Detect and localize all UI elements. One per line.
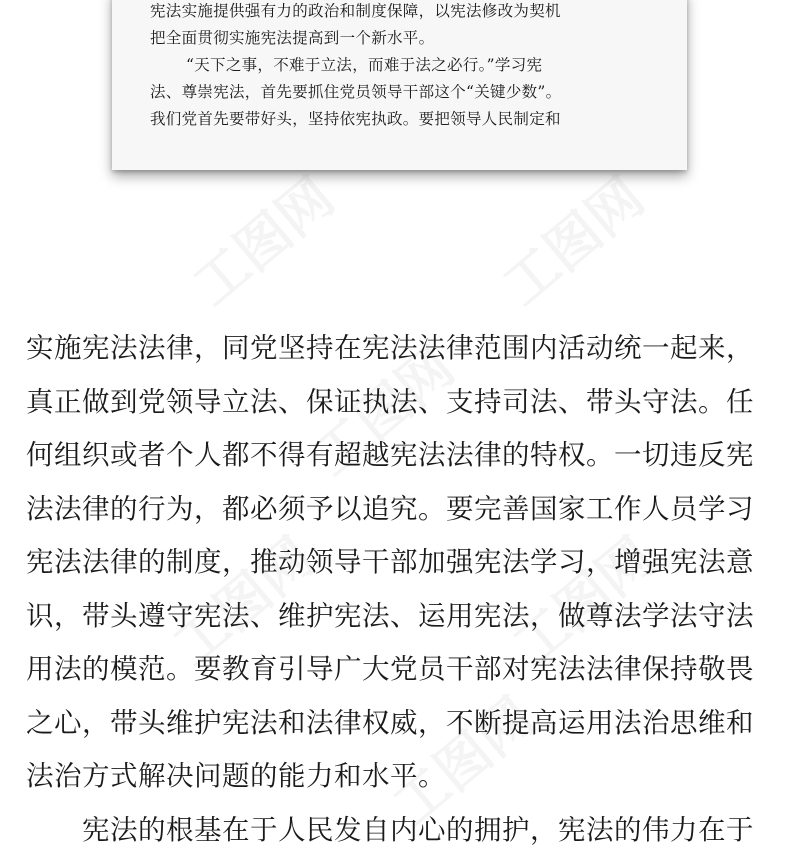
body-line: 真正做到党领导立法、保证执法、支持司法、带头守法。任 — [26, 376, 786, 430]
body-line: 法法律的行为，都必须予以追究。要完善国家工作人员学习 — [26, 483, 786, 537]
body-line: 实施宪法法律，同党坚持在宪法法律范围内活动统一起来， — [26, 322, 786, 376]
card-line: 法、尊崇宪法，首先要抓住党员领导干部这个“关键少数”。 — [130, 79, 687, 106]
card-line: “天下之事，不难于立法，而难于法之必行。”学习宪 — [130, 52, 687, 79]
body-line: 宪法法律的制度，推动领导干部加强宪法学习，增强宪法意 — [26, 536, 786, 590]
body-line: 法治方式解决问题的能力和水平。 — [26, 750, 786, 804]
article-body — [26, 322, 786, 857]
card-line: 把全面贯彻实施宪法提高到一个新水平。 — [130, 25, 687, 52]
body-line: 何组织或者个人都不得有超越宪法法律的特权。一切违反宪 — [26, 429, 786, 483]
body-line: 之心，带头维护宪法和法律权威，不断提高运用法治思维和 — [26, 697, 786, 751]
card-line: 宪法实施提供强有力的政治和制度保障，以宪法修改为契机 — [130, 0, 687, 25]
card-line: 我们党首先要带好头，坚持依宪执政。要把领导人民制定和 — [130, 106, 687, 133]
body-line-cutoff: 宪法的根基在于人民发自内心的拥护，宪法的伟力在于 — [26, 804, 786, 857]
body-line: 识，带头遵守宪法、维护宪法、运用宪法，做尊法学法守法 — [26, 590, 786, 644]
watermark — [484, 157, 658, 320]
quote-card — [112, 0, 687, 170]
watermark — [174, 157, 348, 320]
body-line: 用法的模范。要教育引导广大党员干部对宪法法律保持敬畏 — [26, 643, 786, 697]
